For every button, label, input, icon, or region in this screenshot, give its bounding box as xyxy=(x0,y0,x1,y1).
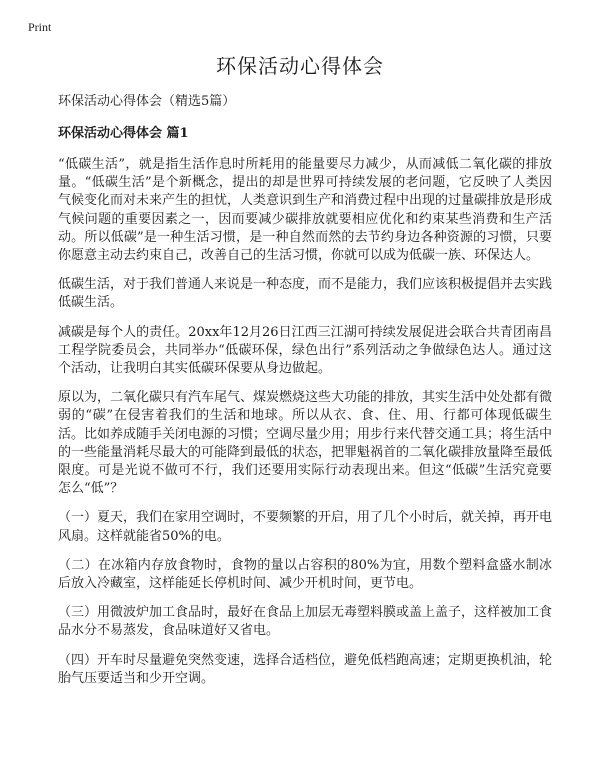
paragraph: （一）夏天，我们在家用空调时，不要频繁的开启，用了几个小时后，就关掉，再开电风扇。这样就能省50%的电。 xyxy=(58,510,553,544)
paragraph: “低碳生活”，就是指生活作息时所耗用的能量要尽力减少，从而减低二氧化碳的排放量。“低碳生活”是个新概念，提出的却是世界可持续发展的老问题，它反映了人类因气候变化而对未来产生的担忧，人类意识到生产和消费过程中出现的过量碳排放是形成气候问题的重要因素之一，因而要减少碳排放就要相应优化和约束某些消费和生产活动。所以低碳”是一种生活习惯，是一种自然而然的去节约身边各种资源的习惯，只要你愿意主动去约束自己，改善自己的生活习惯，你就可以成为低碳一族、环保达人。 xyxy=(58,157,553,264)
paragraph: （二）在冰箱内存放食物时，食物的量以占容积的80%为宜，用数个塑料盒盛水制冰后放入冷藏室，这样能延长停机时间、减少开机时间，更节电。 xyxy=(58,557,552,592)
document-subtitle: 环保活动心得体会（精选5篇） xyxy=(58,94,236,109)
document-title: 环保活动心得体会 xyxy=(216,54,384,78)
paragraph: 原以为，二氧化碳只有汽车尾气、煤炭燃烧这些大功能的排放，其实生活中处处都有微弱的“碳”在侵害着我们的生活和地球。所以从衣、食、住、用、行都可体现低碳生活。比如养成随手关闭电源的习惯；空调尽量少用；用步行来代替交通工具；将生活中的一些能量消耗尽最大的可能降到最低的状态，把罪魁祸首的二氧化碳排放量降至最低限度。可是光说不做可不行，我们还要用实际行动表现出来。但这“低碳”生活究竟要怎么“低”？ xyxy=(58,390,553,497)
paragraph: 减碳是每个人的责任。20xx年12月26日江西三江湖可持续发展促进会联合共青团南昌工程学院委员会，共同举办“低碳环保，绿色出行”系列活动之争做绿色达人。通过这个活动，让我明白其实低碳环保要从身边做起。 xyxy=(58,324,552,377)
section-heading: 环保活动心得体会 篇1 xyxy=(58,126,189,141)
paragraph: （四）开车时尽量避免突然变速，选择合适档位，避免低档跑高速；定期更换机油，轮胎气压要适当和少开空调。 xyxy=(58,652,553,686)
document-body xyxy=(58,92,552,699)
print-link[interactable]: Print xyxy=(28,20,52,34)
paragraph: 低碳生活，对于我们普通人来说是一种态度，而不是能力，我们应该积极提倡并去实践低碳生活。 xyxy=(58,277,553,311)
paragraph: （三）用微波炉加工食品时，最好在食品上加层无毒塑料膜或盖上盖子，这样被加工食品水分不易蒸发，食品味道好又省电。 xyxy=(58,605,553,639)
